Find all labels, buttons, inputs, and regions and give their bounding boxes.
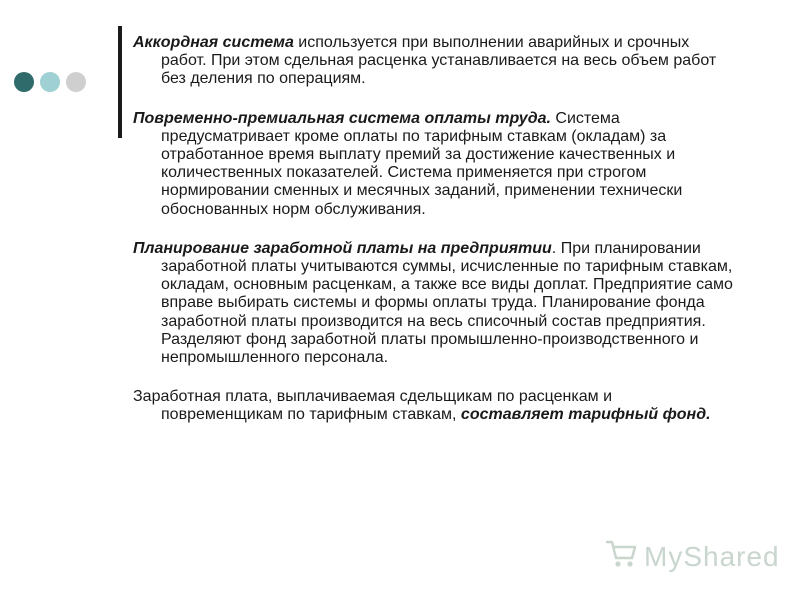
- dot-dark-teal: [14, 72, 34, 92]
- paragraph-lead: Аккордная система: [133, 34, 294, 51]
- paragraph-lead: Планирование заработной платы на предприятии: [133, 239, 552, 257]
- paragraph-wage-planning: [133, 240, 733, 367]
- paragraph-text: используется при выполнении аварийных и срочных работ. При этом сдельная расценка устанавливается на весь объем работ без деления по операциям.: [161, 34, 717, 88]
- paragraph-lead: Повременно-премиальная система оплаты труда.: [133, 109, 551, 127]
- watermark-text: MyShared: [644, 540, 780, 572]
- dot-gray: [66, 72, 86, 92]
- decorative-dots: [14, 72, 86, 92]
- paragraph-time-bonus-system: [133, 110, 733, 219]
- watermark: [604, 537, 780, 576]
- vertical-accent-bar: [118, 26, 122, 138]
- paragraph-text: Заработная плата, выплачиваемая сдельщикам по расценкам и повременщикам по тарифным ставкам,: [133, 388, 612, 424]
- paragraph-accord-system: [133, 34, 733, 89]
- paragraph-emphasis: составляет тарифный фонд.: [460, 406, 711, 424]
- slide-body: [133, 34, 733, 446]
- dot-light-teal: [40, 72, 60, 92]
- cart-icon: [604, 537, 638, 576]
- paragraph-tariff-fund: [133, 388, 733, 424]
- paragraph-text: Система предусматривает кроме оплаты по тарифным ставкам (окладам) за отработанное время выплату премий за достижение качественных и количественных показателей. Система применяется при строгом нормировании сменных и месячных заданий, применении технически обоснованных норм обслуживания.: [161, 109, 683, 218]
- paragraph-text: . При планировании заработной платы учитываются суммы, исчисленные по тарифным ставкам, окладам, основным расценкам, а также все виды доплат. Предприятие само вправе выбирать системы и формы оплаты труда. Планирование фонда заработной платы производится на весь списочный состав предприятия. Разделяют фонд заработной платы промышленно-производственного и непромышленного персонала.: [161, 239, 733, 367]
